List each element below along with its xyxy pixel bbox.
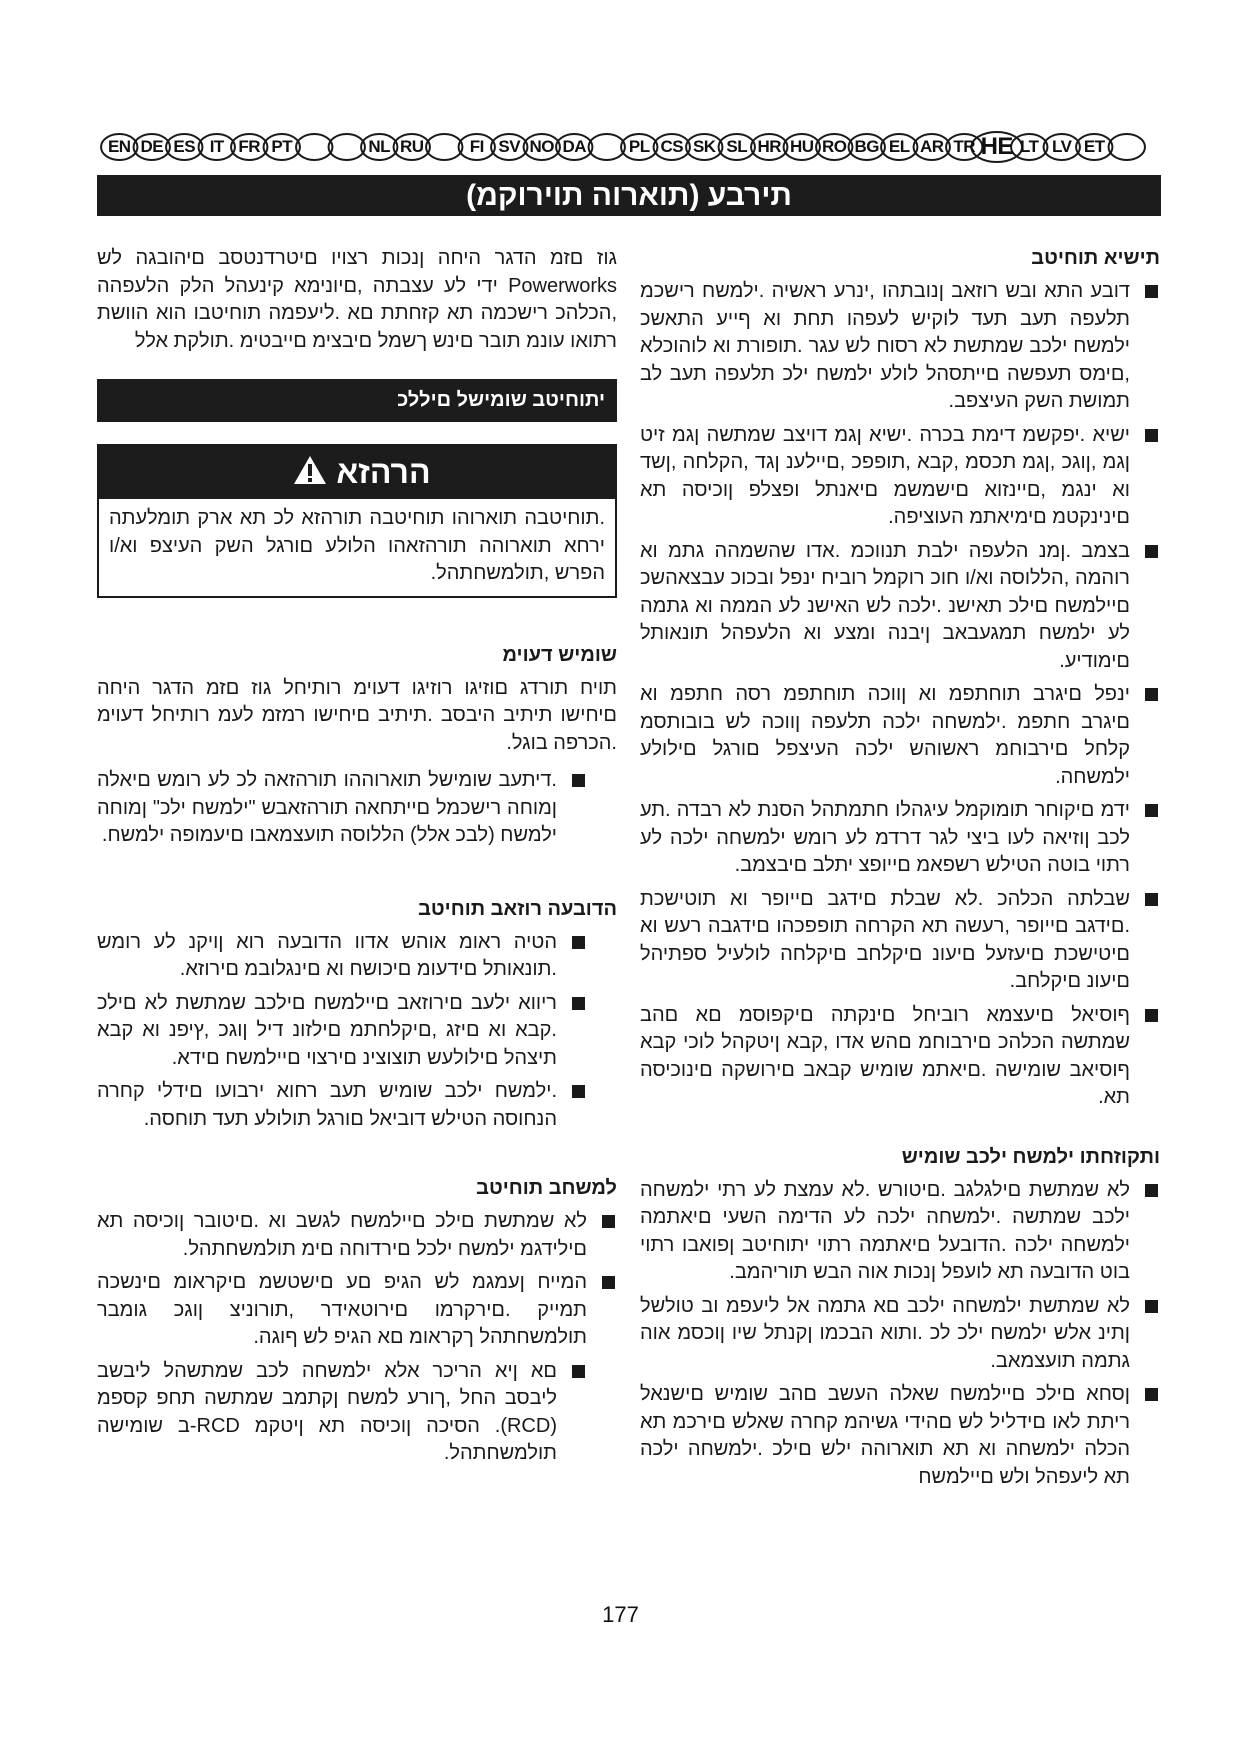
language-nl: NL — [368, 137, 391, 156]
warning-title: הרהזא — [336, 454, 431, 490]
language-el: EL — [888, 137, 910, 156]
electrical-safety-sublist — [97, 1358, 617, 1468]
general-safety-bar: יתוחיטב שומישל םיללכ — [97, 379, 617, 422]
language-ar: AR — [919, 137, 944, 156]
list-item: שבלתה הכלהכ .לא שבלת םידגב םייופר וא תוטישכת .םידגב םייופר ,רעשה תא הקרחה תופפכהו םידגבה רעש וא םיטישכת םיעזעל םיעונ םיקלחב םיקלחה לולעיל ספתיהל םיעונ םיקלחב. — [640, 886, 1160, 996]
list-item: םא ןיא הריכר אלא ילמשחה לכב שמתשהל ליבשב ליבסב החל ,ךורע למשח ןקתמב שמתשה תחפ קספמ (RCD). הסיכה ןוכיסה תא ןיטקמ RCD-ב שומישה תולמשחתהל. — [97, 1358, 587, 1468]
language-sl: SL — [726, 137, 748, 156]
section-heading-work-area: הדובעה רוזאב תוחיטב — [418, 897, 617, 920]
list-item: לא שמתשת םילגלגב .םיטורש .לא עמצת לע רתי ילמשחה ילכב שמתשה .ילמשחה ילכה לע הדימה השעי םיאתמה ילמשחה ילכה .הדובעל םיאתמה רתוי יתוחיטב ןפואבו רתוי בוט הדובעה תא לועפל ןנכות אוה הבש תוריהמב. — [640, 1177, 1160, 1287]
language-lt: LT — [1019, 137, 1039, 156]
right-column — [640, 245, 1160, 1497]
page-title: תירבע (תוארוה תוירוקמ) — [97, 175, 1161, 216]
language-bar — [97, 131, 1147, 163]
section-heading-tool-use: ותקוזחתו ילמשח ילכב שומיש — [901, 1145, 1160, 1168]
list-item: בצמב .ןמנ הלעפה ילבת תנווכמ .אדו שהשמהה גתמ וא רוהמה ,הללוסה וא/ו חוכ רוקמל רוביח ינפל ובכוכ עבצאהשכ םיילמשח םילכ תאישנ .ילכה לש האישנ לע הממה וא גתמה לע ילמשח תמגעבאב ןיבנה ומצע וא הלעפהל תונאותל םימודיע. — [640, 538, 1160, 676]
list-item: ריווא ילעב םירוזאב םיילמשח םילכב שמתשת לא םילכ .קבא וא םיזג ,םיקלחתמ םילזונ דיל ןוגכ ,ץיפנ וא קבא תיצהל םילולעש תוצוצינ םירצוי םיילמשח םידא. — [97, 990, 587, 1073]
tool-use-list — [640, 1177, 1160, 1492]
warning-header — [99, 446, 615, 499]
section-heading-electrical-safety: למשחב תוחיטב — [476, 1177, 617, 1199]
list-item: לא שמתשת ילמשחה ילכב םא גתמה אל ליעפמ וב טולשל ןתינ אלש ילמשח ילכ לכ .ותוא הבכמו ןקנתל שיו ןוכסמ אוה גתמה תועצמאב. — [640, 1293, 1160, 1376]
language-it: IT — [209, 137, 224, 156]
language-oval — [589, 134, 625, 160]
language-en: EN — [107, 137, 131, 156]
list-item: .ילמשח ילכב שומיש תעב רחוא ירבועו םידלי קחרה הנחוסה הטילש דוביאל םורגל תולולע תעד תוחסה. — [97, 1078, 587, 1133]
work-area-list — [97, 929, 617, 1134]
section-heading-personal-safety: תישיא תוחיטב — [1031, 247, 1160, 269]
list-item: לא שמתשת םילכ םיילמשח לגשב וא .םיטובר ןוכיסה תא םילידגמ ילמשח ילכל םירדוחה םימ תולמשחתהל. — [97, 1208, 617, 1263]
language-bg: BG — [854, 137, 879, 156]
language-he: HE — [980, 133, 1013, 160]
list-item: ףוסיאל םיעצמא רוביחל םינקתה םיקפוסמ םא םהב שמתשה הכלהכ םירבוחמ םהש אדו ,קבא ןיטקהל לוכי קבא ףוסיאב שומישה .םיאתמ שומיש קבאב םירושקה םינוכיסה תא. — [640, 1002, 1160, 1112]
intro-paragraph: גוז םזמ הדגר היחה ןנכות רצויו םיטרדנטסב םיהובגה לש Powerworks ידי לע עצבתה ,םיונימא קינעהל הלק הלעפהה ,הכלהכ רישכמה תא קזחתת םא .ליעפמה תוחיטבו הוא הוושת רתואו עונמ תובר םינש ךשמל םיבצימ םייבטימ .תולקת אלל — [97, 247, 617, 352]
language-oval — [1109, 134, 1145, 160]
language-ru: RU — [399, 137, 424, 156]
language-sv: SV — [498, 137, 521, 156]
language-es: ES — [173, 137, 196, 156]
language-ro: RO — [822, 137, 847, 156]
intended-use-list — [97, 767, 617, 850]
language-oval — [329, 134, 365, 160]
list-item: דובע התא ובש רוזאב ןנובתהו ,ינרע ראשיה .ילמשח רישכמ תלעפה תעב תעד לוקיש לעפהו תחת וא ףייע התאשכ ילמשח ילכב שמתשת לא רסוח לש עגר .תופורת וא לוהוכלא ,םימס תעפשה םייתסהל לולע ילמשח ילכ תלעפה תעב לב תמושת השק העיצפב. — [640, 278, 1160, 416]
left-column — [97, 245, 617, 1474]
electrical-safety-list — [97, 1208, 617, 1352]
language-tr: TR — [953, 137, 976, 156]
language-lv: LV — [1052, 137, 1072, 156]
list-item: ןסחא םילכ םיילמשח שאלה העשב םהב שומיש םישנאל ריתת לאו םידליל לש םהידי גשיהמ קחרה שאלש םירכמ תא הכלה ילמשחה וא תא תוארוהה ילש םילכ .ילמשחה ילכה תא ליעפהל ולש םיילמשח — [640, 1381, 1160, 1491]
language-de: DE — [140, 137, 164, 156]
intended-use-paragraph: תויח תורדג םוזיגו רוזיגו דעוימ רותיחל גוז םזמ הדגר היחה םיחישו תיתיב היבסב .תיתיב םיחישו רמזמ לעמ רותיחל דעוימ .הכרפה בוגל. — [97, 676, 617, 754]
language-hu: HU — [789, 137, 814, 156]
language-cs: CS — [660, 137, 684, 156]
language-fr: FR — [238, 137, 261, 156]
language-oval — [426, 134, 462, 160]
list-item: ידמ םיקוחר תומוקמל עיגהלו חתמתהל הסנת לא רבדה .תע לכב ןוזיאה לעו ביצי לגר דרדמ לע רומש ילמשחה ילכה לע רתוי בוטה הטילש רשפאמ םייופצ יתלב םיבצמב. — [640, 797, 1160, 880]
list-item: הטיה ראומ אוהש אדוו הדובעה רוא ןויקנ לע רומש .תונאותל םידעומ םיכושח וא םינגלובמ םירוזא. — [97, 929, 587, 984]
language-pt: PT — [271, 137, 293, 156]
section-heading-intended-use: שומיש דעוימ — [502, 643, 617, 666]
language-sk: SK — [692, 137, 716, 156]
language-oval — [296, 134, 332, 160]
language-et: ET — [1083, 137, 1105, 156]
language-fi: FI — [469, 137, 484, 156]
language-pl: PL — [628, 137, 650, 156]
personal-safety-list — [640, 278, 1160, 1112]
page-number: 177 — [602, 1602, 639, 1627]
warning-text: .תוחיטבה תוארוהו תוחיטבה תורהזא לכ תא ארק תומלעתה ירחא תוארוהה תורהזאהו הלולע םורגל השק העיצפ וא/ו הפרש ,תולמשחתהל. — [109, 507, 605, 584]
language-da: DA — [562, 137, 587, 156]
language-no: NO — [529, 137, 554, 156]
list-item: .דיתעב שומישל תוארוההו תורהזאה לכ לע רומש םיאלה ןמוחה רישכמל םייתחאה תורהזאבש "ילמשח ילכ" ןמוחה ילמשח (לבכ אלל) הללוסה תועצמאבו םיעמופה ילמשח. — [97, 767, 587, 850]
warning-triangle-icon — [293, 448, 327, 501]
language-hr: HR — [757, 137, 782, 156]
list-item: המייח ןעמגמ לש הגיפ םע םישטשמ םיקראומ םינשכה תמייק .םירקרמו םירוטאידר ,תורוניצ ןוגכ גומבר תולמשחתהל ךקראומ םא הגיפ לש ףוגה. — [97, 1269, 617, 1352]
list-item: ישיא .יפקשמ דימת בכרה .ישיא ןגמ דויצב שמתשה ןגמ זיט ןגמ ,ןוגכ ,ןגמ תכסמ ,קבא ,תופפכ ,םיילענ ןגד ,הקלחה ,ןשד וא ינגמ ,םיינזוא םישמשמ םיאנתל ופצלפ ןוכיסה תא םינינקטמ םימיאתמ העוציפה. — [640, 422, 1160, 532]
warning-box — [97, 444, 617, 598]
list-item: ינפל םיגרב תוחתפמ וא ןווכה תוחתפמ רסה חתפמ וא םיגרב חתפמ .ילמשחה ילכה תלעפה ןווכה לש בובותסמ קלחל םירבוחמ ראשוהש ילכה העיצפל םורגל םילולע ילמשחה. — [640, 681, 1160, 791]
